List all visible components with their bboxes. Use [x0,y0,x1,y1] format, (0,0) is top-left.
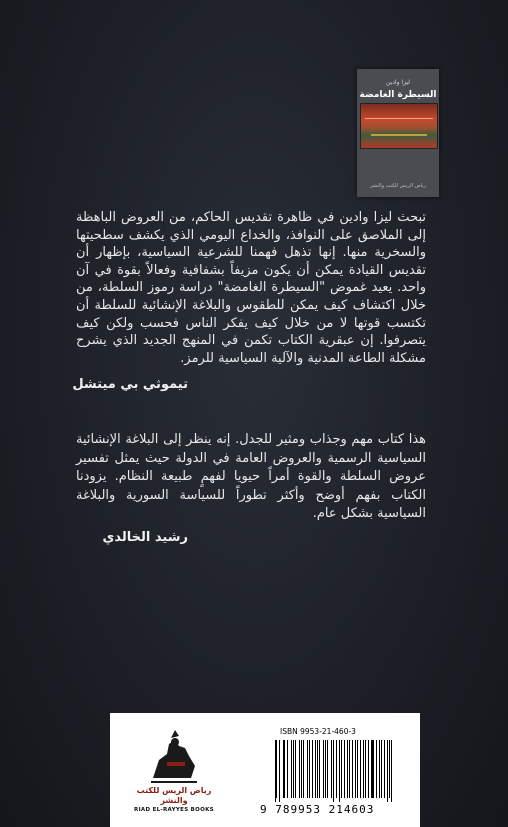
publisher-barcode-strip [110,713,420,827]
barcode-bar [387,740,388,802]
thumbnail-title: السيطرة الغامضة [359,90,437,100]
thumbnail-art-band [371,134,427,136]
barcode-bar [279,740,280,802]
signature-2: رشيد الخالدي [102,530,188,545]
thumbnail-art-line [365,118,433,119]
horse-rider-logo-icon [145,726,203,786]
publisher-name-ar: رياض الريس للكتب والنشر [136,786,212,805]
blurb-paragraph-2: هذا كتاب مهم وجذاب ومثير للجدل. إنه ينظر إلى البلاغة الإنشائية السياسية الرسمية والعروض العامة في الدولة حيث يمثل تفسير عروض السلطة والقوة أمراً حيويا لفهمٍ طبيعة النظام. يزودنا الكتاب بفهم أوضح وأكثر تطوراً للسياسة السورية والبلاغة السياسية بشكل عام. [76,432,426,521]
thumbnail-artwork [360,103,438,149]
barcode-bar [307,740,308,798]
barcode-bar [319,740,320,798]
barcode-bar [357,740,358,798]
barcode [275,740,395,802]
barcode-bar [372,740,373,798]
barcode-bar [331,740,332,798]
publisher-name-en: RIAD EL-RAYYES BOOKS [134,807,214,813]
barcode-bar [295,740,296,798]
barcode-bar [287,740,288,798]
signature-1: تيموثي بي ميتشل [72,377,188,392]
barcode-bar [379,740,380,798]
barcode-bar [363,740,364,798]
isbn-label: ISBN 9953-21-460-3 [280,727,356,736]
blurb-paragraph-1: تبحث ليزا وادين في ظاهرة تقديس الحاكم، من العروض الباهظة إلى الملاصق على النوافذ، والخداع اليومي الذي يكشف سطحيتها والسخرية منها. إنها تذهل فهمنا للشرعية السياسية، بإظهار أن تقديس القيادة يمكن أن يكون مزيفاً بشفافية وفعالاً بقوة في آن واحد. يعيد غموض "السيطرة الغامضة" دراسة رموز السلطة، من خلال اكتشاف كيف يمكن للطقوس والبلاغة الإنشائية للسلطة أن تكتسب قوتها لا من خلال كيف يفكر الناس فحسب ولكن كيف يتصرفوا. إن عبقرية الكتاب تكمن في المنهج الجديد الذي يشرح مشكلة الطاعة المدنية والآلية السياسية للرمز. [76,210,426,366]
barcode-bar [341,740,342,798]
book-cover-thumbnail [357,69,439,197]
barcode-bar [349,740,350,798]
thumbnail-author: ليزا وادين [386,79,410,86]
thumbnail-publisher: رياض الريس للكتب والنشر [370,183,426,189]
barcode-digits: 9 789953 214603 [260,803,375,816]
publisher-logo [130,726,218,816]
barcode-bar [293,740,294,798]
barcode-bar [312,740,313,798]
barcode-bar [333,740,334,802]
